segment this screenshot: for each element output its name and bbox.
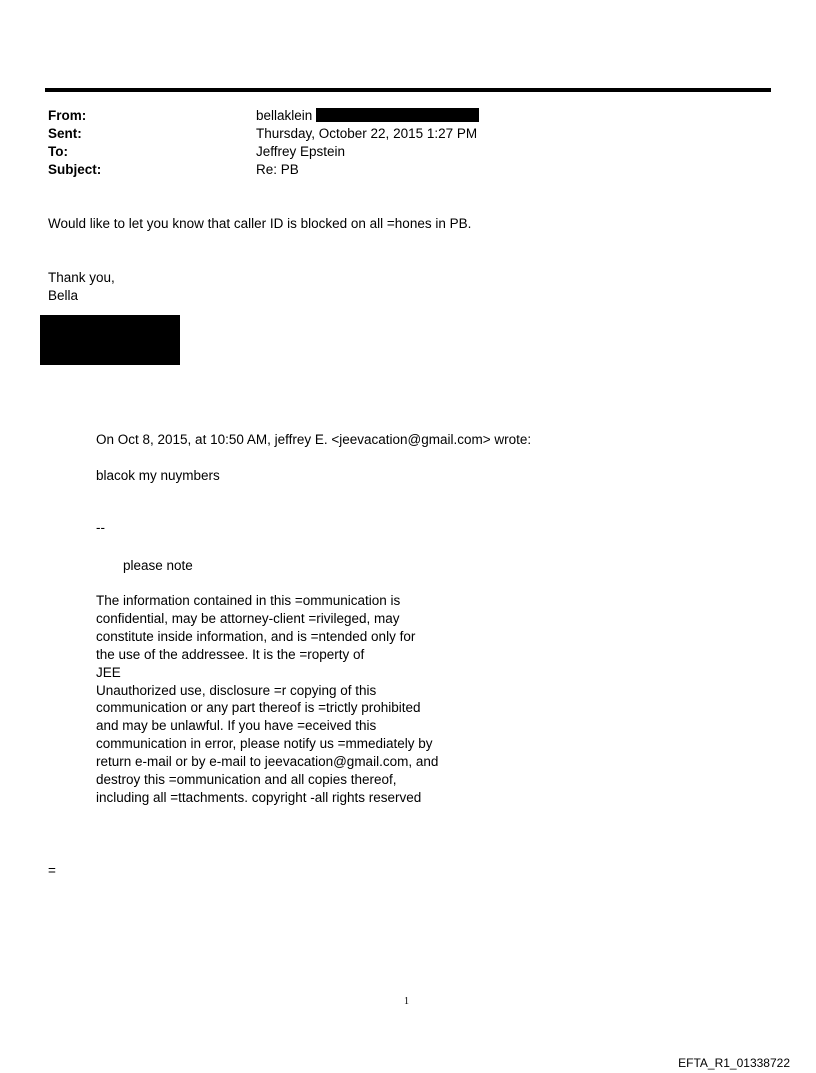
disclaimer-line: JEE bbox=[96, 664, 121, 680]
to-value: Jeffrey Epstein bbox=[256, 144, 346, 159]
confidentiality-disclaimer bbox=[96, 592, 438, 807]
signature: Bella bbox=[48, 288, 79, 303]
from-label: From: bbox=[48, 108, 87, 123]
sent-label: Sent: bbox=[48, 126, 82, 141]
quoted-attribution: On Oct 8, 2015, at 10:50 AM, jeffrey E. <jeevacation@gmail.com> wrote: bbox=[96, 432, 532, 447]
disclaimer-line: constitute inside information, and is =ntended only for bbox=[96, 628, 416, 644]
from-value: bellaklein bbox=[256, 108, 313, 123]
subject-label: Subject: bbox=[48, 162, 102, 177]
header-divider bbox=[45, 88, 771, 92]
disclaimer-line: destroy this =ommunication and all copies thereof, bbox=[96, 772, 397, 788]
disclaimer-line: Unauthorized use, disclosure =r copying of this bbox=[96, 682, 377, 698]
to-label: To: bbox=[48, 144, 68, 159]
signature-separator: -- bbox=[96, 520, 105, 535]
page-number: 1 bbox=[404, 996, 409, 1007]
disclaimer-line: the use of the addressee. It is the =roperty of bbox=[96, 646, 365, 662]
closing: Thank you, bbox=[48, 270, 115, 285]
disclaimer-line: and may be unlawful. If you have =eceived this bbox=[96, 718, 377, 734]
trailing-equals: = bbox=[48, 863, 56, 878]
disclaimer-line: return e-mail or by e-mail to jeevacation@gmail.com, and bbox=[96, 754, 439, 770]
disclaimer-line: communication or any part thereof is =trictly prohibited bbox=[96, 700, 421, 716]
please-note: please note bbox=[123, 558, 193, 573]
subject-value: Re: PB bbox=[256, 162, 299, 177]
body-line-1: Would like to let you know that caller ID is blocked on all =hones in PB. bbox=[48, 216, 472, 231]
quoted-message: blacok my nuymbers bbox=[96, 468, 220, 483]
sent-value: Thursday, October 22, 2015 1:27 PM bbox=[256, 126, 478, 141]
from-address-redaction bbox=[316, 108, 479, 122]
bates-number: EFTA_R1_01338722 bbox=[678, 1056, 790, 1070]
disclaimer-line: including all =ttachments. copyright -all rights reserved bbox=[96, 789, 422, 805]
disclaimer-line: confidential, may be attorney-client =rivileged, may bbox=[96, 610, 400, 626]
disclaimer-line: The information contained in this =ommunication is bbox=[96, 593, 401, 608]
signature-block-redaction bbox=[40, 315, 180, 365]
disclaimer-line: communication in error, please notify us =mmediately by bbox=[96, 736, 433, 752]
